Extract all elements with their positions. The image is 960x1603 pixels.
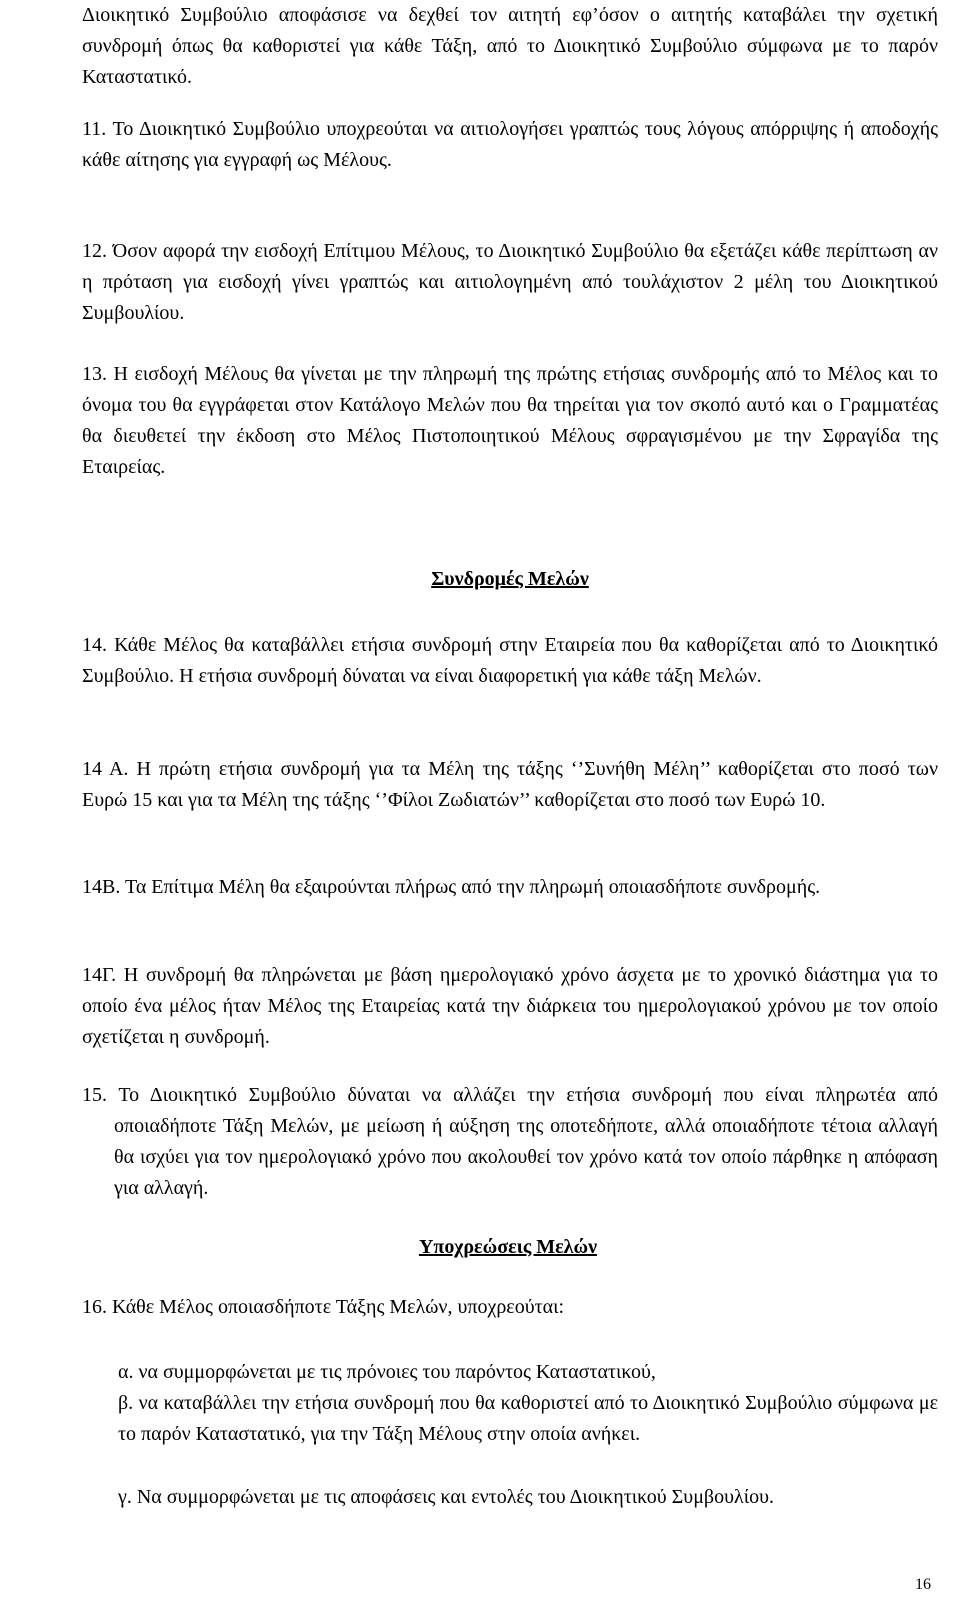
section-heading-obligations: Υποχρεώσεις Μελών xyxy=(418,1236,598,1258)
paragraph-15: 15. Το Διοικητικό Συμβούλιο δύναται να αλλάζει την ετήσια συνδρομή που είναι πληρωτέα από οποιαδήποτε Τάξη Μελών, με μείωση ή αύξηση της οποτεδήποτε, αλλά οποιαδήποτε τέτοια αλλαγή θα ισχύει για τον ημερολογιακό χρόνο που ακολουθεί τον χρόνο κατά τον οποίο πάρθηκε η απόφαση για αλλαγή. xyxy=(82,1084,938,1199)
section-heading-subscriptions: Συνδρομές Μελών xyxy=(431,568,589,590)
page-number: 16 xyxy=(915,1576,931,1593)
paragraph-14b: 14Β. Τα Επίτιμα Μέλη θα εξαιρούνται πλήρως από την πληρωμή οποιασδήποτε συνδρομής. xyxy=(82,876,821,898)
paragraph-10-continuation: Διοικητικό Συμβούλιο αποφάσισε να δεχθεί τον αιτητή εφ’όσον ο αιτητής καταβάλει την σχετική συνδρομή όπως θα καθοριστεί για κάθε Τάξη, από το Διοικητικό Συμβούλιο σύμφωνα με το παρόν Καταστατικό. xyxy=(82,4,938,88)
paragraph-12: 12. Όσον αφορά την εισδοχή Επίτιμου Μέλους, το Διοικητικό Συμβούλιο θα εξετάζει κάθε περίπτωση αν η πρόταση για εισδοχή γίνει γραπτώς και αιτιολογημένη από τουλάχιστον 2 μέλη του Διοικητικού Συμβουλίου. xyxy=(82,240,938,324)
paragraph-14a: 14 Α. Η πρώτη ετήσια συνδρομή για τα Μέλη της τάξης ‘’Συνήθη Μέλη’’ καθορίζεται στο ποσό των Ευρώ 15 και για τα Μέλη της τάξης ‘’Φίλοι Ζωδιατών’’ καθορίζεται στο ποσό των Ευρώ 10. xyxy=(82,758,938,811)
paragraph-14: 14. Κάθε Μέλος θα καταβάλλει ετήσια συνδρομή στην Εταιρεία που θα καθορίζεται από το Διοικητικό Συμβούλιο. Η ετήσια συνδρομή δύναται να είναι διαφορετική για κάθε τάξη Μελών. xyxy=(82,634,938,687)
list-item-16a: α. να συμμορφώνεται με τις πρόνοιες του παρόντος Καταστατικού, xyxy=(118,1361,656,1383)
list-item-16c: γ. Να συμμορφώνεται με τις αποφάσεις και εντολές του Διοικητικού Συμβουλίου. xyxy=(118,1486,774,1508)
paragraph-11: 11. Το Διοικητικό Συμβούλιο υποχρεούται να αιτιολογήσει γραπτώς τους λόγους απόρριψης ή αποδοχής κάθε αίτησης για εγγραφή ως Μέλους. xyxy=(82,118,938,171)
list-item-16b: β. να καταβάλλει την ετήσια συνδρομή που θα καθοριστεί από το Διοικητικό Συμβούλιο σύμφωνα με το παρόν Καταστατικό, για την Τάξη Μέλους στην οποία ανήκει. xyxy=(118,1392,938,1445)
paragraph-16: 16. Κάθε Μέλος οποιασδήποτε Τάξης Μελών, υποχρεούται: xyxy=(82,1296,565,1318)
paragraph-13: 13. Η εισδοχή Μέλους θα γίνεται με την πληρωμή της πρώτης ετήσιας συνδρομής από το Μέλος και το όνομα του θα εγγράφεται στον Κατάλογο Μελών που θα τηρείται για τον σκοπό αυτό και ο Γραμματέας θα διευθετεί την έκδοση στο Μέλος Πιστοποιητικού Μέλους σφραγισμένου με την Σφραγίδα της Εταιρείας. xyxy=(82,363,938,478)
paragraph-14c: 14Γ. Η συνδρομή θα πληρώνεται με βάση ημερολογιακό χρόνο άσχετα με το χρονικό διάστημα για το οποίο ένα μέλος ήταν Μέλος της Εταιρείας κατά την διάρκεια του ημερολογιακού χρόνου με τον οποίο σχετίζεται η συνδρομή. xyxy=(82,964,938,1048)
